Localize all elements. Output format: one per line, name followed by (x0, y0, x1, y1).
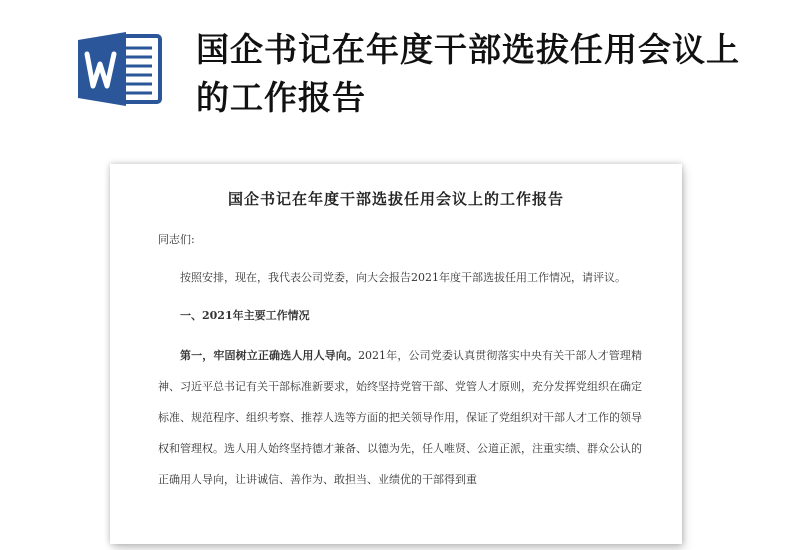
page-title: 国企书记在年度干部选拔任用会议上的工作报告 (196, 30, 740, 117)
document-page (110, 164, 682, 544)
intro-paragraph: 按照安排，现在，我代表公司党委，向大会报告2021年度干部选拔任用工作情况，请评议。 (180, 271, 626, 284)
section-heading: 一、2021年主要工作情况 (180, 309, 310, 322)
greeting: 同志们: (158, 233, 195, 246)
word-document-icon (76, 30, 164, 108)
document-title: 国企书记在年度干部选拔任用会议上的工作报告 (227, 190, 564, 208)
point-1-lead: 第一，牢固树立正确选人用人导向。 (180, 349, 359, 362)
document-body (158, 230, 642, 495)
point-1-paragraph (158, 340, 642, 495)
point-1-text: 2021年，公司党委认真贯彻落实中央有关干部人才管理精神、习近平总书记有关干部标准新要求，始终坚持党管干部、党管人才原则，充分发挥党组织在确定标准、规范程序、组织考察、推荐人选等方面的把关领导作用，保证了党组织对干部人才工作的领导权和管理权。选人用人始终坚持德才兼备、以德为先，任人唯贤、公道正派，注重实绩、群众公认的正确用人导向，让讲诚信、善作为、敢担当、业绩优的干部得到重 (158, 349, 643, 486)
